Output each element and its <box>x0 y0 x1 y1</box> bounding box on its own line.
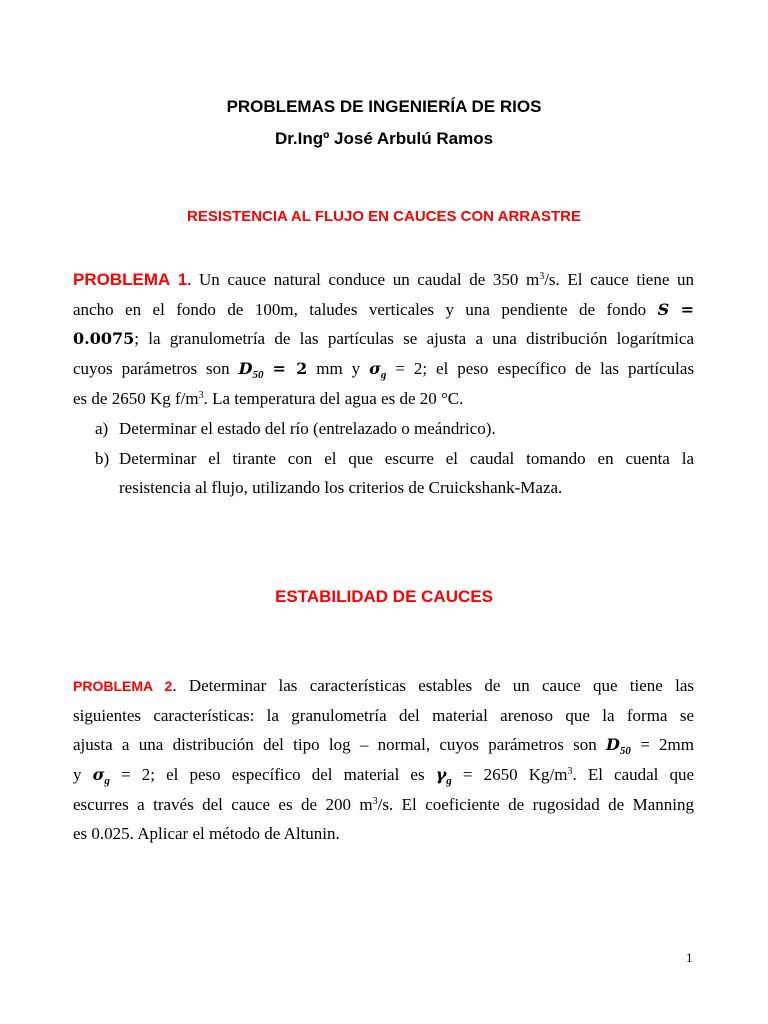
problem-1-line-2: ancho en el fondo de 100m, taludes verticales y una pendiente de fondo S = <box>73 299 694 319</box>
problem-2-line-2: siguientes características: la granulometría del material arenoso que la forma se <box>73 705 694 725</box>
problem-1-list <box>95 414 694 503</box>
problem-2-line-6: es 0.025. Aplicar el método de Altunin. <box>73 824 340 844</box>
sigma-symbol: σ <box>92 765 105 785</box>
gamma-symbol: γ <box>435 765 447 785</box>
d50-symbol: D <box>606 735 620 755</box>
problem-1-line-4: cuyos parámetros son $D_{50} = 2$ mm y $\sigma_g = 2$; el peso específico de las partículas <box>73 359 695 382</box>
problem-2-label: PROBLEMA 2 <box>73 678 173 694</box>
slope-value: 0.0075 <box>73 329 135 349</box>
problem-1-paragraph <box>73 265 694 413</box>
section-heading-estabilidad: ESTABILIDAD DE CAUCES <box>275 587 493 606</box>
d50-symbol: D <box>238 359 253 379</box>
section-heading-resistencia: RESISTENCIA AL FLUJO EN CAUCES CON ARRASTRE <box>187 208 581 225</box>
document-author: Dr.Ingº José Arbulú Ramos <box>274 129 494 148</box>
problem-1-line-5: es de 2650 Kg $f/m^3$. La temperatura del agua es de 20 °C. <box>73 388 464 408</box>
problem-1-line-3: 0.0075; la granulometría de las partículas se ajusta a una distribución logarítmica <box>73 329 694 349</box>
list-item-a: a) Determinar el estado del río (entrelazado o meándrico). <box>95 419 496 438</box>
problem-2-line-3: ajusta a una distribución del tipo log – normal, cuyos parámetros son $D_{50} = 2mm$ <box>73 735 695 758</box>
problem-2-line-5: escurres a través del cauce es de 200 $m^3/s$. El coeficiente de rugosidad de Manning <box>73 794 694 814</box>
page-number: 1 <box>686 950 693 965</box>
problem-2-line-1: PROBLEMA 2. Determinar las características estables de un cauce que tiene las <box>73 676 694 695</box>
list-item-b: b) Determinar el tirante con el que escurre el caudal tomando en cuenta la <box>95 448 694 468</box>
slope-symbol: S <box>657 299 670 319</box>
problem-1-line-1: PROBLEMA 1. Un cauce natural conduce un caudal de 350 $m^3/s$. El cauce tiene un <box>73 270 694 289</box>
list-item-b-continued: resistencia al flujo, utilizando los criterios de Cruickshank-Maza. <box>119 478 563 498</box>
document-title: PROBLEMAS DE INGENIERÍA DE RIOS <box>226 97 542 116</box>
problem-1-label: PROBLEMA 1 <box>73 270 188 289</box>
sigma-symbol: σ <box>369 359 381 379</box>
problem-2-line-4: y $\sigma_g = 2$; el peso específico del material es $\gamma_g = 2650$ $Kg/m^3$. El caudal que <box>73 765 695 788</box>
problem-2-paragraph <box>73 671 694 849</box>
